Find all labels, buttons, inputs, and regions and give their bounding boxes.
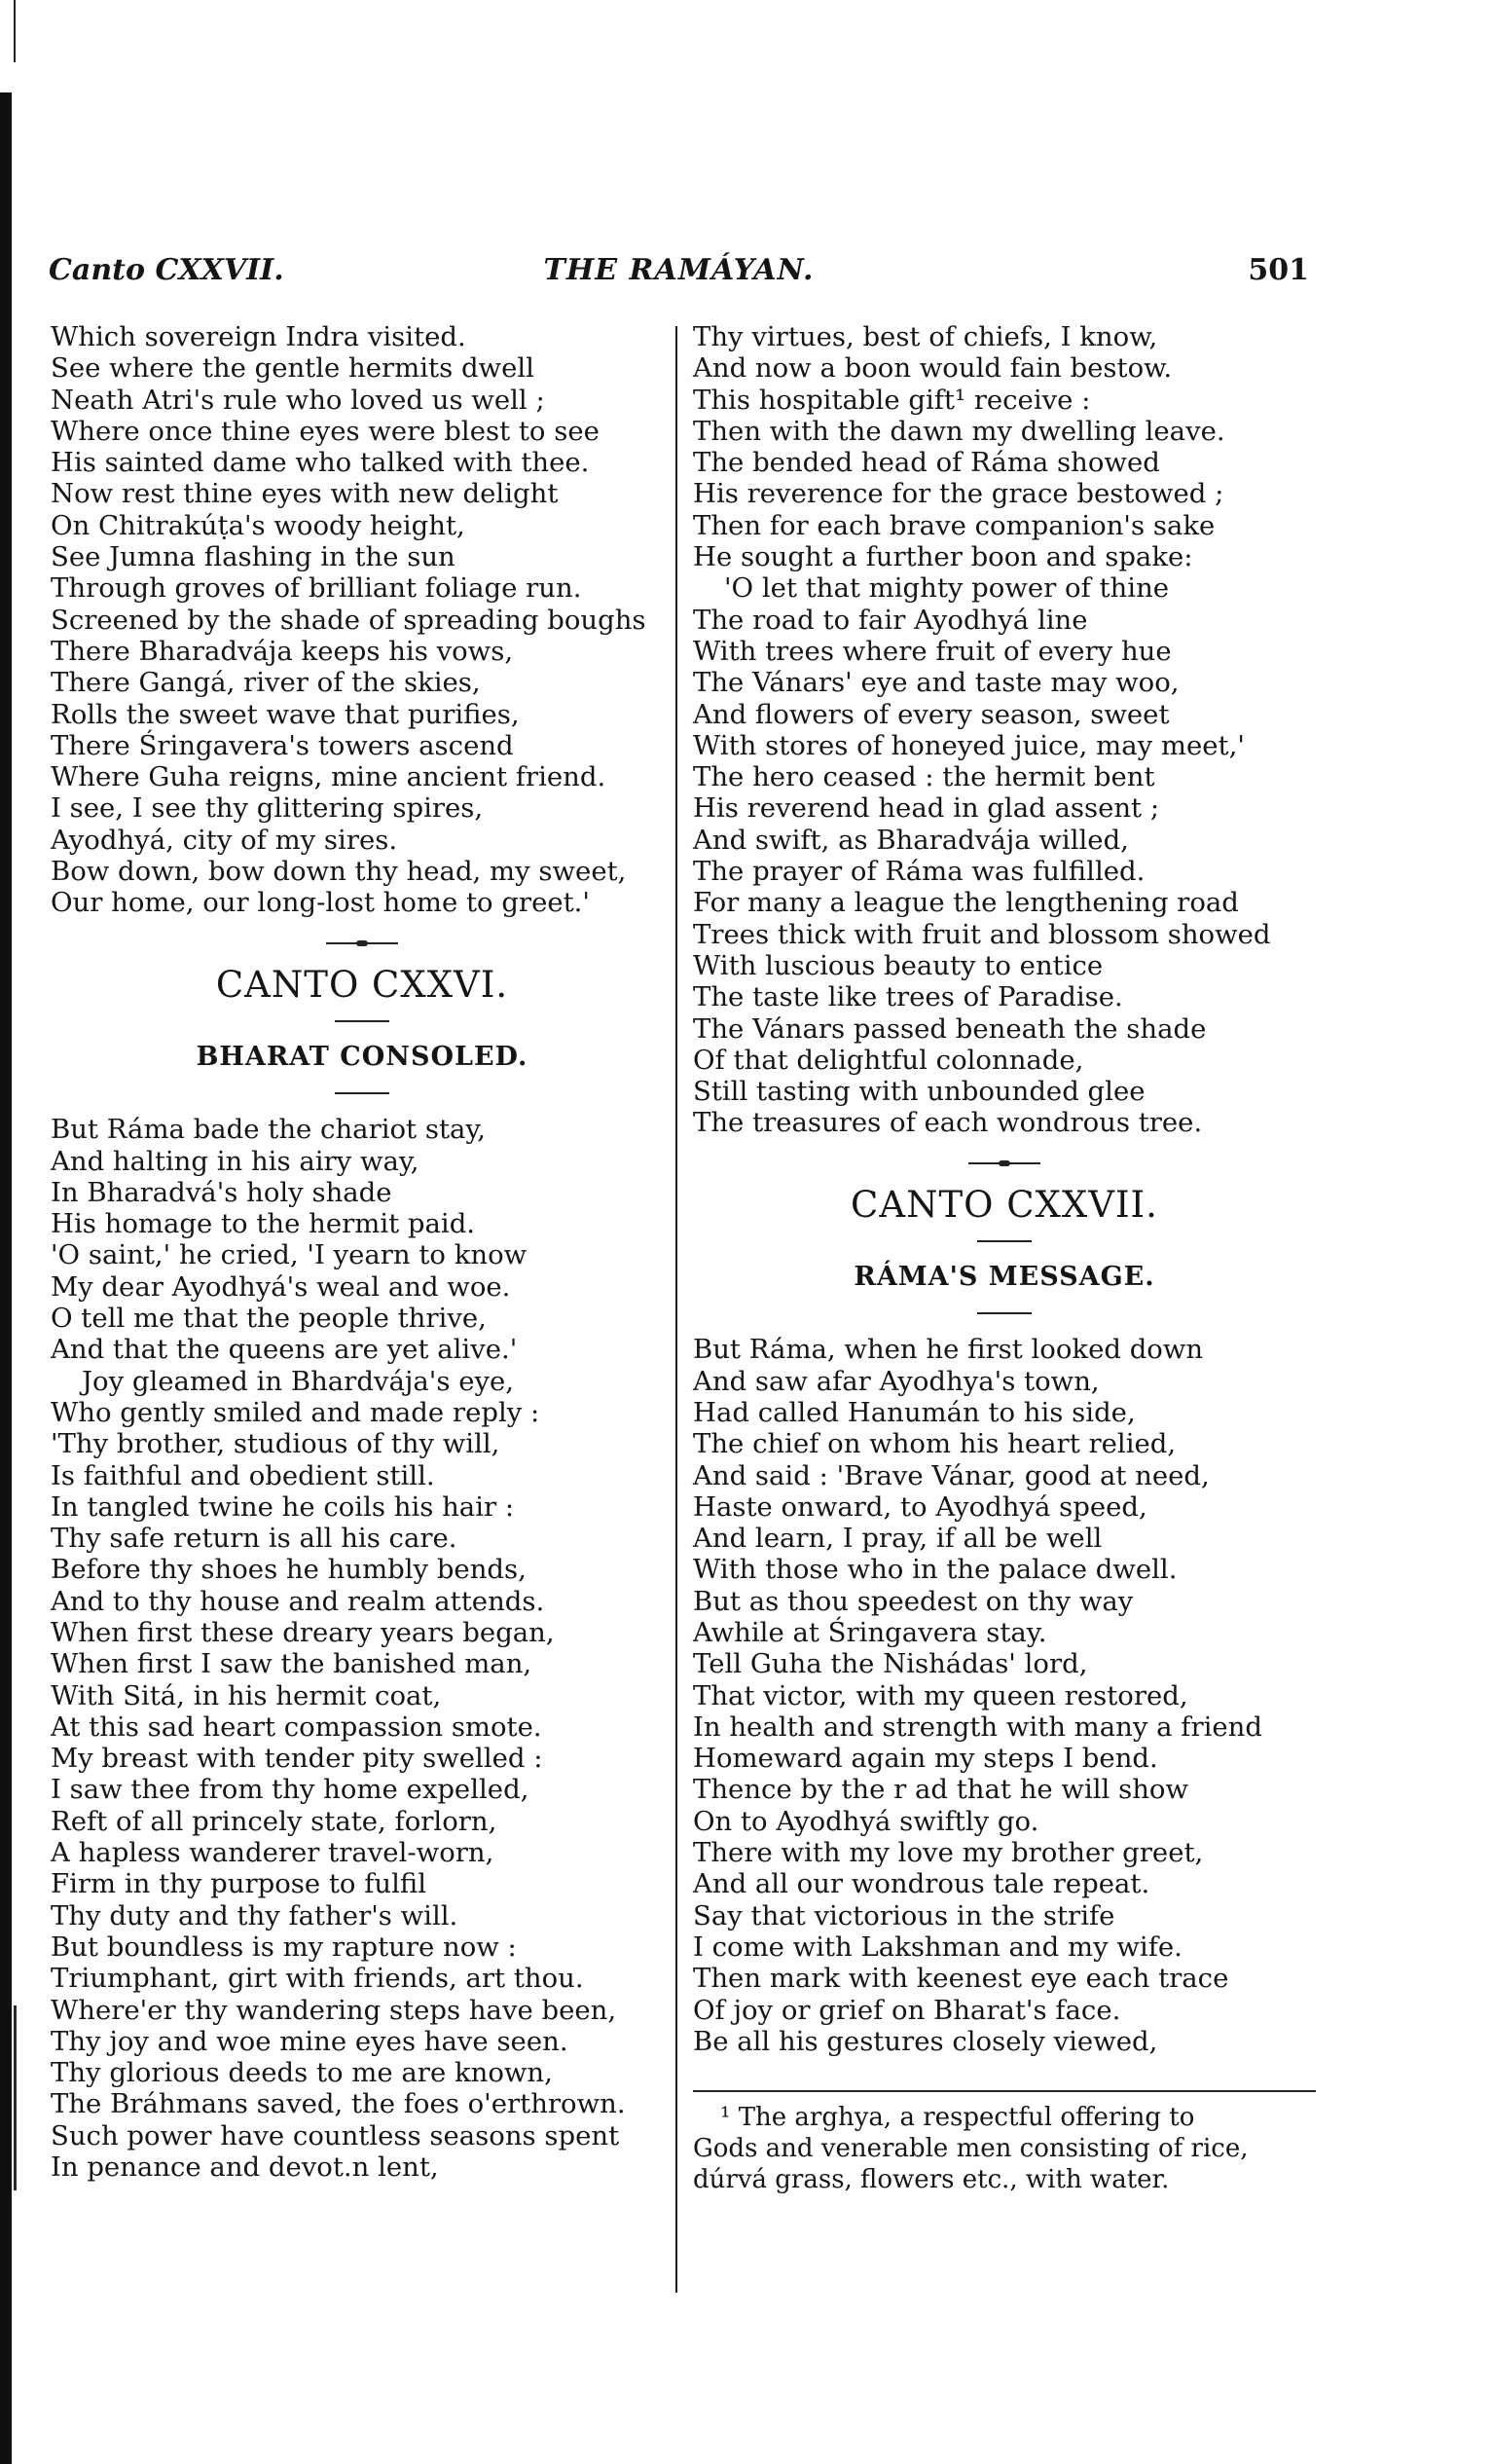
verse-line: His reverence for the grace bestowed ; — [693, 478, 1224, 510]
page-number: 501 — [1248, 253, 1309, 287]
verse-line: Now rest thine eyes with new delight — [51, 478, 559, 510]
verse-line: Such power have countless seasons spent — [51, 2119, 620, 2151]
verse-line: And all our wondrous tale repeat. — [693, 1868, 1150, 1900]
canto-heading: CANTO CXXVI. — [215, 963, 509, 1006]
scan-edge-mark — [14, 2005, 17, 2190]
verse-line: I saw thee from thy home expelled, — [51, 1774, 529, 1806]
verse-line: Bow down, bow down thy head, my sweet, — [51, 856, 627, 888]
verse-line: There Gangá, river of the skies, — [51, 667, 481, 699]
verse-line: I come with Lakshman and my wife. — [693, 1931, 1183, 1963]
verse-line: 'O let that mighty power of thine — [724, 572, 1170, 605]
canto-subtitle: RÁMA'S MESSAGE. — [854, 1262, 1155, 1293]
verse-line: Where'er thy wandering steps have been, — [51, 1994, 617, 2026]
verse-line: Where once thine eyes were blest to see — [51, 415, 600, 447]
verse-line: And now a boon would fain bestow. — [693, 352, 1173, 385]
canto-subtitle: BHARAT CONSOLED. — [196, 1041, 528, 1072]
verse-line: But Ráma, when he first looked down — [693, 1334, 1204, 1366]
verse-line: And learn, I pray, if all be well — [693, 1523, 1103, 1555]
verse-line: And to thy house and realm attends. — [51, 1585, 545, 1617]
verse-line: His homage to the hermit paid. — [51, 1208, 476, 1240]
verse-line: That victor, with my queen restored, — [693, 1679, 1188, 1711]
poem-stanza — [51, 321, 673, 919]
verse-line: In penance and devot.n lent, — [51, 2151, 439, 2184]
verse-line: With those who in the palace dwell. — [693, 1554, 1178, 1586]
verse-line: On to Ayodhyá swiftly go. — [693, 1805, 1039, 1837]
verse-line: The treasures of each wondrous tree. — [693, 1107, 1203, 1139]
verse-line: See Jumna flashing in the sun — [51, 541, 455, 573]
verse-line: Thy safe return is all his care. — [51, 1523, 457, 1555]
canto-heading: CANTO CXXVII. — [851, 1183, 1158, 1226]
verse-line: Of that delightful colonnade, — [693, 1044, 1084, 1076]
verse-line: Then with the dawn my dwelling leave. — [693, 415, 1225, 447]
header-canto: Canto CXXVII. — [49, 253, 284, 287]
verse-line: Thence by the r ad that he will show — [693, 1774, 1189, 1806]
verse-line: Say that victorious in the strife — [693, 1899, 1115, 1931]
verse-line: And swift, as Bharadvája willed, — [693, 824, 1129, 856]
verse-line: His reverend head in glad assent ; — [693, 792, 1160, 825]
verse-line: See where the gentle hermits dwell — [51, 352, 534, 385]
verse-line: But boundless is my rapture now : — [51, 1931, 517, 1963]
verse-line: With luscious beauty to entice — [693, 949, 1104, 981]
scan-edge-line — [14, 0, 16, 62]
verse-line: The road to fair Ayodhyá line — [693, 604, 1088, 636]
verse-line: The Vánars passed beneath the shade — [693, 1012, 1207, 1045]
verse-line: Triumphant, girt with friends, art thou. — [51, 1963, 584, 1995]
verse-line: With Sitá, in his hermit coat, — [51, 1679, 442, 1711]
verse-line: Screened by the shade of spreading boughs — [51, 604, 646, 636]
verse-line: The hero ceased : the hermit bent — [693, 761, 1155, 793]
verse-line: Our home, our long-lost home to greet.' — [51, 887, 590, 919]
verse-line: Reft of all princely state, forlorn, — [51, 1805, 497, 1837]
verse-line: dúrvá grass, flowers etc., with water. — [693, 2165, 1170, 2195]
verse-line: Rolls the sweet wave that purifies, — [51, 698, 520, 730]
verse-line: Firm in thy purpose to fulfil — [51, 1868, 427, 1900]
verse-line: His sainted dame who talked with thee. — [51, 447, 590, 479]
verse-line: My breast with tender pity swelled : — [51, 1743, 543, 1775]
verse-line: There with my love my brother greet, — [693, 1837, 1204, 1869]
verse-line: Which sovereign Indra visited. — [51, 321, 466, 352]
verse-line: With stores of honeyed juice, may meet,' — [693, 729, 1245, 761]
verse-line: When first I saw the banished man, — [51, 1648, 532, 1680]
verse-line: And said : 'Brave Vánar, good at need, — [693, 1459, 1210, 1491]
verse-line: Neath Atri's rule who loved us well ; — [51, 384, 545, 416]
verse-line: Be all his gestures closely viewed, — [693, 2025, 1158, 2057]
verse-line: Who gently smiled and made reply : — [51, 1396, 540, 1428]
verse-line: Joy gleamed in Bhardvája's eye, — [82, 1365, 515, 1397]
verse-line: A hapless wanderer travel-worn, — [51, 1837, 494, 1869]
running-header — [49, 253, 1309, 302]
poem-stanza — [693, 1334, 1316, 2057]
verse-line: Still tasting with unbounded glee — [693, 1076, 1146, 1108]
verse-line: Thy glorious deeds to me are known, — [51, 2057, 553, 2089]
verse-line: He sought a further boon and spake: — [693, 541, 1193, 573]
verse-line: And saw afar Ayodhya's town, — [693, 1365, 1100, 1397]
verse-line: But Ráma bade the chariot stay, — [51, 1114, 487, 1146]
verse-line: Trees thick with fruit and blossom showed — [693, 918, 1271, 950]
column-divider — [675, 326, 677, 2293]
heading-rule — [977, 1240, 1032, 1242]
left-column — [51, 321, 673, 2183]
poem-stanza — [693, 321, 1316, 1139]
verse-line: But as thou speedest on thy way — [693, 1585, 1134, 1617]
verse-line: Ayodhyá, city of my sires. — [51, 824, 398, 856]
verse-line: The Bráhmans saved, the foes o'erthrown. — [51, 2088, 626, 2120]
verse-line: This hospitable gift¹ receive : — [693, 384, 1091, 416]
verse-line: With trees where fruit of every hue — [693, 635, 1172, 667]
verse-line: Thy joy and woe mine eyes have seen. — [51, 2025, 568, 2057]
verse-line: On Chitrakúṭa's woody height, — [51, 509, 465, 541]
verse-line: The Vánars' eye and taste may woo, — [693, 667, 1180, 699]
verse-line: In tangled twine he coils his hair : — [51, 1490, 515, 1523]
verse-line: Is faithful and obedient still. — [51, 1459, 435, 1491]
poem-stanza — [51, 1114, 673, 2183]
verse-line: For many a league the lengthening road — [693, 887, 1239, 919]
section-ornament — [968, 1162, 1040, 1164]
verse-line: Homeward again my steps I bend. — [693, 1743, 1158, 1775]
verse-line: Awhile at Śringavera stay. — [693, 1616, 1047, 1648]
section-ornament — [326, 942, 398, 944]
verse-line: I see, I see thy glittering spires, — [51, 792, 484, 825]
verse-line: Gods and venerable men consisting of rice, — [693, 2134, 1249, 2164]
verse-line: And flowers of every season, sweet — [693, 698, 1170, 730]
verse-line: There Bharadvája keeps his vows, — [51, 635, 514, 667]
verse-line: Thy virtues, best of chiefs, I know, — [693, 321, 1158, 352]
verse-line: My dear Ayodhyá's weal and woe. — [51, 1270, 511, 1303]
verse-line: 'O saint,' he cried, 'I yearn to know — [51, 1239, 528, 1271]
verse-line: Haste onward, to Ayodhyá speed, — [693, 1490, 1147, 1523]
verse-line: At this sad heart compassion smote. — [51, 1710, 542, 1743]
verse-line: The taste like trees of Paradise. — [693, 981, 1123, 1013]
verse-line: The chief on whom his heart relied, — [693, 1428, 1177, 1460]
verse-line: The bended head of Ráma showed — [693, 447, 1160, 479]
verse-line: 'Thy brother, studious of thy will, — [51, 1428, 500, 1460]
verse-line: In Bharadvá's holy shade — [51, 1176, 392, 1208]
verse-line: There Śringavera's towers ascend — [51, 729, 514, 761]
verse-line: When first these dreary years began, — [51, 1616, 555, 1648]
header-title: THE RAMÁYAN. — [543, 253, 815, 287]
verse-line: Had called Hanumán to his side, — [693, 1396, 1136, 1428]
scan-binding-edge — [0, 92, 12, 2464]
verse-line: And halting in his airy way, — [51, 1145, 419, 1177]
verse-line: Before thy shoes he humbly bends, — [51, 1554, 527, 1586]
verse-line: Where Guha reigns, mine ancient friend. — [51, 761, 606, 793]
heading-rule — [977, 1312, 1032, 1314]
verse-line: Through groves of brilliant foliage run. — [51, 572, 582, 605]
verse-line: ¹ The arghya, a respectful offering to — [720, 2103, 1195, 2133]
verse-line: Tell Guha the Nishádas' lord, — [693, 1648, 1088, 1680]
footnote — [693, 2102, 1316, 2195]
heading-rule — [335, 1092, 389, 1094]
verse-line: In health and strength with many a friend — [693, 1710, 1262, 1743]
verse-line: And that the queens are yet alive.' — [51, 1334, 518, 1366]
verse-line: Thy duty and thy father's will. — [51, 1899, 458, 1931]
verse-line: The prayer of Ráma was fulfilled. — [693, 856, 1146, 888]
heading-rule — [335, 1020, 389, 1022]
verse-line: O tell me that the people thrive, — [51, 1303, 487, 1335]
verse-line: Then for each brave companion's sake — [693, 509, 1216, 541]
verse-line: Of joy or grief on Bharat's face. — [693, 1994, 1121, 2026]
footnote-rule — [693, 2090, 1316, 2092]
right-column — [693, 321, 1316, 2195]
verse-line: Then mark with keenest eye each trace — [693, 1963, 1229, 1995]
